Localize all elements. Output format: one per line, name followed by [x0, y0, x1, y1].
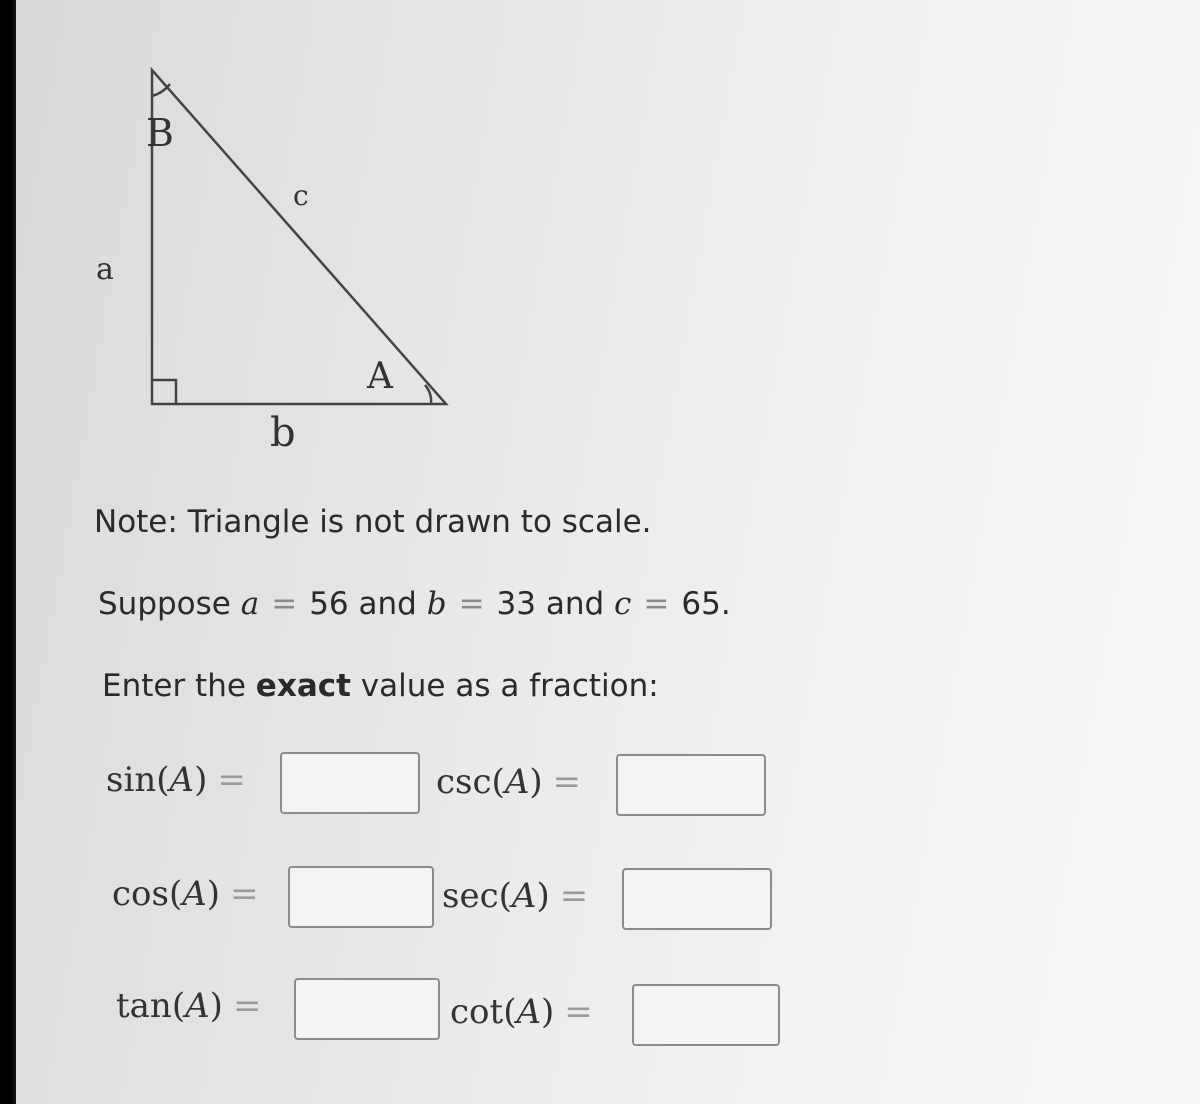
value-c: 65. [681, 586, 731, 622]
vertex-b-label: B [146, 111, 174, 155]
tan-label: tan(A) = [116, 986, 262, 1026]
angle-b-arc [152, 84, 170, 96]
instruction-end: value as a fraction: [350, 668, 659, 704]
sin-arg: A [169, 760, 195, 800]
equals-sign: = [230, 874, 259, 914]
tan-arg: A [185, 986, 210, 1026]
equals-sign: = [552, 762, 582, 802]
csc-label: csc(A) = [436, 762, 582, 802]
equals-sign: = [643, 586, 670, 622]
sec-name: sec [442, 876, 499, 916]
csc-answer-input[interactable] [616, 754, 766, 816]
cos-answer-input[interactable] [288, 866, 434, 928]
var-a: a [240, 586, 260, 622]
side-a-label: a [96, 252, 114, 287]
cos-name: cos [112, 874, 169, 914]
sec-arg: A [511, 876, 537, 916]
given-values [98, 586, 731, 622]
value-a: 56 [309, 586, 349, 622]
equals-sign: = [232, 986, 262, 1026]
right-angle-marker [152, 380, 176, 404]
tan-name: tan [116, 986, 172, 1026]
instruction-emphasis: exact [255, 668, 351, 704]
csc-arg: A [504, 762, 530, 802]
sin-name: sin [106, 760, 157, 800]
and-word: and [545, 586, 605, 622]
value-b: 33 [496, 586, 536, 622]
var-c: c [614, 586, 632, 622]
equals-sign: = [458, 586, 485, 622]
vertex-a-label: A [367, 356, 393, 397]
cot-label: cot(A) = [450, 992, 593, 1032]
sec-answer-input[interactable] [622, 868, 772, 930]
sec-label: sec(A) = [442, 876, 589, 916]
triangle-diagram [0, 0, 520, 470]
cot-answer-input[interactable] [632, 984, 780, 1046]
csc-name: csc [436, 762, 492, 802]
suppose-word: Suppose [98, 586, 231, 622]
equals-sign: = [564, 992, 593, 1032]
and-word: and [358, 586, 417, 622]
side-b-label: b [270, 410, 296, 456]
cot-arg: A [516, 992, 542, 1032]
cot-name: cot [450, 992, 504, 1032]
triangle [152, 70, 446, 404]
sin-label: sin(A) = [106, 760, 246, 800]
equals-sign: = [559, 876, 589, 916]
cos-arg: A [182, 874, 207, 914]
side-c-label: c [293, 179, 309, 212]
tan-answer-input[interactable] [294, 978, 440, 1040]
scale-note: Note: Triangle is not drawn to scale. [94, 504, 652, 540]
cos-label: cos(A) = [112, 874, 259, 914]
var-b: b [426, 586, 447, 622]
instruction-start: Enter the [102, 668, 256, 704]
equals-sign: = [217, 760, 246, 800]
sin-answer-input[interactable] [280, 752, 420, 814]
equals-sign: = [271, 586, 298, 622]
instruction-text [102, 668, 659, 704]
